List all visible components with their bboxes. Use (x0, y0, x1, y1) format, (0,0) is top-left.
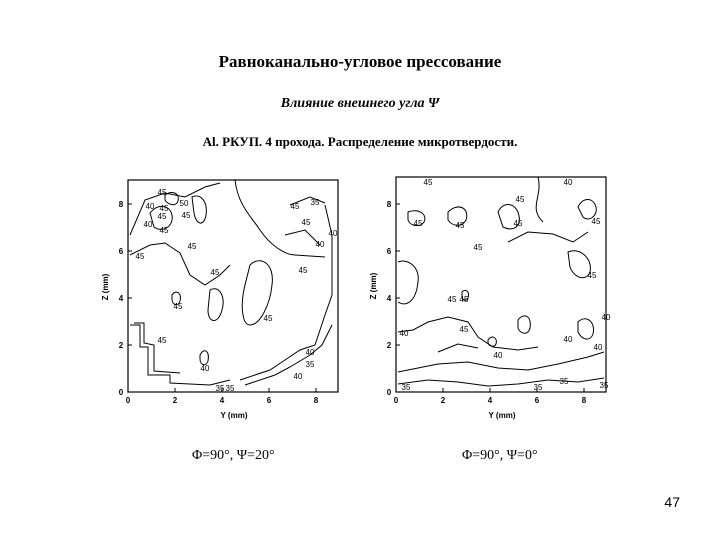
slide-subtitle: Влияние внешнего угла Ψ (280, 96, 440, 111)
contour-label: 35 (305, 360, 315, 369)
contour-label: 40 (200, 364, 210, 373)
contour-label: 45 (210, 268, 220, 277)
x-tick-label: 4 (219, 396, 225, 405)
contour-label: 45 (423, 178, 433, 187)
contour-label: 45 (187, 242, 197, 251)
x-tick-label: 0 (125, 396, 131, 405)
condition-label-left: Φ=90°, Ψ=20° (192, 448, 275, 463)
y-tick-label: 6 (118, 247, 124, 256)
y-tick-label: 0 (386, 388, 392, 397)
contour-label: 35 (599, 381, 609, 390)
contour-label: 40 (328, 229, 338, 238)
contour-label: 45 (513, 219, 523, 228)
condition-label-right: Φ=90°, Ψ=0° (462, 448, 538, 463)
contour-label: 45 (263, 314, 273, 323)
x-tick-label: 6 (266, 396, 272, 405)
contour-label: 45 (447, 295, 457, 304)
contour-label: 45 (587, 271, 597, 280)
slide-title: Равноканально-угловое прессование (218, 52, 502, 71)
contour-label: 45 (459, 325, 469, 334)
contour-label: 45 (159, 226, 169, 235)
contour-label: 45 (459, 295, 469, 304)
y-tick-label: 0 (118, 388, 124, 397)
contour-label: 40 (493, 351, 503, 360)
contour-line (130, 243, 230, 285)
contour-label: 40 (293, 372, 303, 381)
contour-label: 45 (173, 302, 183, 311)
y-tick-label: 2 (118, 341, 124, 350)
y-tick-label: 6 (386, 247, 392, 256)
contour-label: 35 (559, 377, 569, 386)
contour-label: 45 (301, 218, 311, 227)
contour-label: 45 (157, 188, 167, 197)
contour-label: 40 (563, 335, 573, 344)
contour-label: 45 (135, 252, 145, 261)
x-axis-label: Y (mm) (220, 411, 248, 420)
contour-label: 35 (401, 383, 411, 392)
contour-label: 45 (157, 212, 167, 221)
contour-label: 40 (601, 313, 611, 322)
contour-label: 45 (413, 219, 423, 228)
contour-label: 45 (181, 211, 191, 220)
page-number: 47 (664, 494, 680, 510)
y-axis-label: Z (mm) (369, 272, 378, 300)
x-tick-label: 6 (534, 396, 540, 405)
contour-line (235, 180, 325, 257)
contour-line (578, 319, 594, 339)
x-tick-label: 2 (172, 396, 178, 405)
contour-label: 45 (157, 336, 167, 345)
contour-line (200, 351, 208, 365)
contour-label: 45 (455, 221, 465, 230)
contour-line (398, 378, 604, 386)
contour-label: 45 (515, 195, 525, 204)
contour-line (536, 177, 543, 222)
contour-label: 40 (399, 329, 409, 338)
contour-label: 35 (533, 383, 543, 392)
contour-line (192, 196, 206, 223)
y-tick-label: 8 (386, 200, 392, 209)
contour-label: 45 (298, 266, 308, 275)
contour-label: 35 (225, 384, 235, 393)
contour-label: 50 (179, 199, 189, 208)
contour-label: 40 (563, 178, 573, 187)
x-ticks-marks (396, 388, 584, 392)
contour-label: 45 (159, 204, 169, 213)
x-tick-label: 0 (393, 396, 399, 405)
contour-plot-left (101, 175, 350, 425)
y-axis-label: Z (mm) (101, 273, 110, 301)
contour-label: 40 (145, 202, 155, 211)
contour-line (130, 325, 230, 385)
y-tick-label: 8 (118, 200, 124, 209)
x-tick-label: 4 (487, 396, 493, 405)
contour-line (134, 323, 180, 373)
contour-line (398, 261, 418, 304)
contour-line (508, 232, 588, 242)
contour-line (518, 316, 530, 333)
contour-line (208, 289, 223, 321)
y-tick-label: 4 (118, 294, 124, 303)
y-tick-label: 4 (386, 294, 392, 303)
contour-label: 40 (315, 240, 325, 249)
contour-label: 40 (143, 220, 153, 229)
x-tick-label: 8 (313, 396, 319, 405)
x-tick-label: 8 (581, 396, 587, 405)
contour-line (240, 205, 332, 380)
contour-label: 40 (305, 348, 315, 357)
contour-line (438, 344, 478, 352)
y-ticks-marks (396, 204, 400, 392)
x-tick-label: 2 (440, 396, 446, 405)
y-tick-label: 2 (386, 341, 392, 350)
contour-plot-right (369, 172, 618, 422)
contour-label: 35 (215, 384, 225, 393)
contour-label: 45 (290, 202, 300, 211)
figure-caption: Al. РКУП. 4 прохода. Распределение микротвердости. (202, 134, 518, 149)
contour-label: 45 (473, 243, 483, 252)
x-axis-label: Y (mm) (488, 411, 516, 420)
contour-line (488, 337, 496, 346)
contour-label: 45 (591, 217, 601, 226)
contour-label: 40 (593, 343, 603, 352)
contour-label: 35 (310, 198, 320, 207)
